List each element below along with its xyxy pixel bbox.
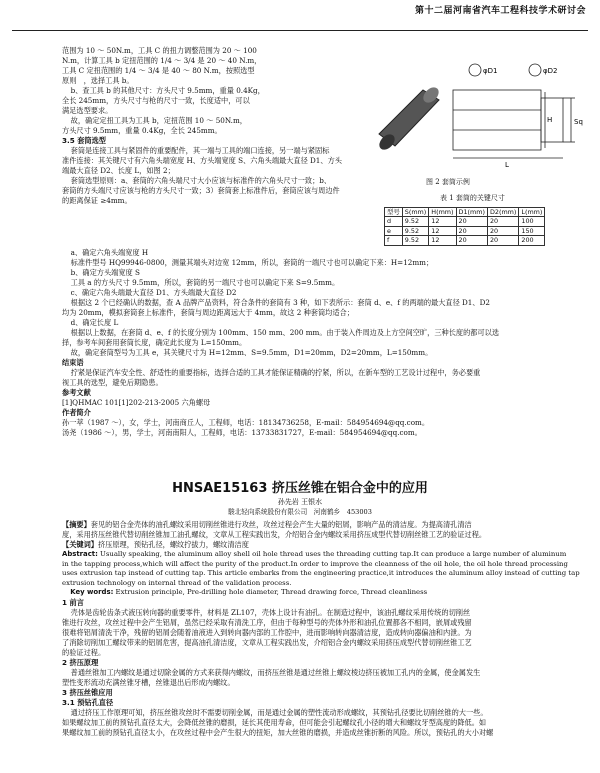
section-heading-3-5: 3.5 套筒选型 — [62, 136, 106, 145]
text-line: 套筒选型原则：a、套筒的六角头端尺寸大小应该与标准件的六角头尺寸一致；b、 — [70, 176, 332, 185]
text-line: in the tapping process,which will affect the purity of the product.In order to improve the cleanness of the oil hole, the oil hole thread processing — [62, 559, 568, 568]
keywords-en-line — [62, 588, 590, 597]
abstract-cn-label: 【摘要】 — [62, 520, 91, 529]
figure-caption: 图 2 套筒示例 — [426, 178, 470, 186]
table-cell: 20 — [487, 236, 518, 245]
keywords-cn-line — [62, 540, 590, 550]
text-line: b、查工具 b 的其他尺寸：方头尺寸 9.5mm，重量 0.4Kg， — [70, 86, 265, 95]
table-cell: 20 — [487, 226, 518, 235]
text-line: 全长 245mm，方头尺寸与枪的尺寸一致，长度适中，可以 — [62, 96, 250, 105]
dim-label-h: H — [547, 116, 553, 124]
text-line: 壳体是齿轮齿条式液压转向器的重要零件，材料是 ZL107，壳体上设计有油孔。在制造过程中，该油孔螺纹采用传统的切削丝 — [70, 608, 471, 618]
socket-figure — [365, 60, 587, 174]
left-column — [62, 46, 362, 206]
text-line: 通过挤压工作原理可知，挤压丝锥攻丝时不需要切削金属，而是通过金属的塑性流动形成螺纹，其预钻孔径要比切削丝锥的大一些。 — [70, 708, 488, 718]
running-header: 第十二届河南省汽车工程科技学术研讨会 — [414, 6, 586, 16]
table-row — [385, 236, 545, 245]
table-cell: 100 — [519, 217, 545, 226]
table-cell: f — [385, 236, 403, 245]
col-header: L(mm) — [519, 208, 545, 217]
text-line: a、确定六角头端宽度 H — [70, 248, 149, 257]
text-line: 的验证过程。 — [62, 648, 106, 658]
text-line: d、确定长度 L — [70, 318, 119, 327]
dim-label-d1: φD1 — [483, 67, 498, 75]
article-affiliation: 駿北轻向系统股份有限公司 河南鹤乡 453003 — [228, 508, 372, 516]
table-cell: 12 — [429, 217, 456, 226]
table-cell: e — [385, 226, 403, 235]
text-line: 拧紧是保证汽车安全性、舒适性的重要指标，选择合适的工具才能保证精确的拧紧，所以，在新车型的工艺设计过程中，务必要重 — [70, 368, 481, 377]
table-cell: 20 — [456, 226, 487, 235]
text-line: c、确定六角头端最大直径 D1、方头端最大直径 D2 — [70, 288, 237, 297]
author-intro-heading: 作者简介 — [62, 408, 91, 417]
section-heading-1: 1 前言 — [62, 598, 84, 608]
col-header: S(mm) — [402, 208, 429, 217]
text-line: b、确定方头端宽度 S — [70, 268, 140, 277]
full-width-body — [62, 248, 590, 438]
article-body — [62, 520, 590, 738]
keywords-cn-text: 挤压原理，预钻孔径，螺纹拧拔力，螺纹清洁度 — [97, 540, 249, 549]
table-cell: 20 — [456, 217, 487, 226]
article-title: HNSAE15163 挤压丝锥在铝合金中的应用 — [172, 481, 428, 496]
section-heading-2: 2 挤压原理 — [62, 658, 99, 668]
text-line: 满足选型要求。 — [62, 106, 113, 115]
header-rule — [12, 30, 588, 31]
text-line: 的距离保证 ≥4mm。 — [62, 196, 132, 205]
text-line: 方头尺寸 9.5mm，重量 0.4Kg，全长 245mm。 — [62, 126, 222, 135]
text-line: 准件连接：其关键尺寸有六角头端宽度 H、方头端宽度 S、六角头端最大直径 D1、方头 — [62, 156, 342, 165]
abstract-en-label: Abstract: — [62, 550, 98, 558]
socket-side-view — [453, 90, 575, 158]
dim-label-l: L — [505, 161, 509, 169]
col-header: D2(mm) — [487, 208, 518, 217]
text-line: 了消除切削加工螺纹带来的铝屑危害，提高油孔清洁度，文章从工程实践出发，介绍铝合金内螺纹采用挤压成型代替切削丝锥工艺 — [62, 638, 472, 648]
text-line: 锥进行攻丝，攻丝过程中会产生铝屑，虽然已经采取有清洗工序，但由于每种型号的壳体外形和油孔位置都各不相同，嵌屑或残留 — [62, 618, 472, 628]
text-line: 原则 ，选择工具 b。 — [62, 76, 134, 85]
text-line: 标准件型号 HQ99946-0800，测量其端头对边宽 12mm，所以，套筒的一端尺寸也可以确定下来：H=12mm； — [70, 258, 434, 267]
col-header: D1(mm) — [456, 208, 487, 217]
abstract-cn-line — [62, 520, 590, 530]
table-cell: 9.52 — [402, 236, 429, 245]
table-cell: 20 — [456, 236, 487, 245]
article-authors: 孙先岩 王银水 — [277, 498, 323, 506]
text-line: 端最大直径 D2、长度 L，如图 2； — [62, 166, 175, 175]
table-cell: 12 — [429, 236, 456, 245]
text-line: 很难将铝屑清洗干净，残留的铝屑会随着油液进入到转向器内部的工作腔中，进而影响转向器清洁度，造成转向器偏油和内泄。为 — [62, 628, 472, 638]
text-line: 塑性变形流动充满丝锥牙槽，丝锥退出后形成内螺纹。 — [62, 678, 235, 688]
abstract-cn-text: 套见的铝合金壳体的油孔螺纹采用切削丝锥进行攻丝，攻丝过程会产生大量的铝屑，影响产品的清洁度。为提高清孔清洁 — [90, 520, 472, 529]
table-row — [385, 217, 545, 226]
table-cell: 12 — [429, 226, 456, 235]
section-heading-3: 3 挤压丝锥应用 — [62, 688, 113, 698]
text-line: 均为 20mm，模拟套筒套上标准件，套筒与周边距离远大于 4mm，故这 2 种套筒均适合； — [62, 308, 354, 317]
table-cell: 9.52 — [402, 226, 429, 235]
table-row — [385, 226, 545, 235]
dim-label-sq: Sq — [574, 118, 583, 126]
reference-item: [1]QHMAC 101[1]202-213-2005 六角螺母 — [62, 398, 211, 407]
dimension-circles — [469, 64, 541, 76]
author-line: 孙一萃（1987 ～），女，学士，河南商丘人，工程师，电话：18134736258，E-mail：584954694@qq.com。 — [62, 418, 430, 427]
text-line: 根据以上数据，在套筒 d、e、f 的长度分别为 100mm、150 mm、200 mm。由于装入件周边及上方空间空旷，三种长度的都可以选 — [70, 328, 500, 337]
text-line: 度，采用挤压丝锥代替切削丝锥加工油孔螺纹，文章从工程实践出发，介绍铝合金内螺纹采用挤压成型代替切削丝锥工艺的验证过程。 — [62, 530, 487, 539]
col-header: 型号 — [385, 208, 403, 217]
table-cell: 9.52 — [402, 217, 429, 226]
text-line: 视工具的选型，避免后期隐患。 — [62, 378, 163, 387]
table-caption: 表 1 套筒的关键尺寸 — [440, 194, 505, 202]
references-heading: 参考文献 — [62, 388, 91, 397]
text-line: 果螺纹加工前的预钻孔直径太小，在攻丝过程中会产生很大的扭矩，加大丝锥的磨损，并造成丝锥折断的风险。所以，预钻孔的大小对螺 — [62, 728, 494, 738]
socket-dimensions-table — [384, 207, 545, 246]
keywords-cn-label: 【关键词】 — [62, 540, 98, 549]
text-line: uses extrusion tap instead of cutting tap. This article embarks from the engineering practice,it introduces the aluminum alloy instead of cutting tap — [62, 569, 580, 578]
table-header-row — [385, 208, 545, 217]
text-line: 故，确定定扭工具为工具 b，定扭范围 10 ～ 50N.m， — [70, 116, 247, 125]
section-heading-3-1: 3.1 预钻孔直径 — [62, 698, 114, 708]
table-cell: 200 — [519, 236, 545, 245]
table-cell: 150 — [519, 226, 545, 235]
text-line: 故，确定套筒型号为工具 e，其关键尺寸为 H=12mm、S=9.5mm，D1=20mm，D2=20mm，L=150mm。 — [70, 348, 433, 357]
abstract-en-text: Usually speaking, the aluminum alloy shell oil hole thread uses the threading cutting tap.It can produce a large number of aluminum — [100, 550, 567, 558]
table-cell: d — [385, 217, 403, 226]
conclusion-heading: 结束语 — [62, 358, 84, 367]
keywords-en-text: Extrusion principle, Pre-drilling hole diameter, Thread drawing force, Thread cleanliness — [115, 588, 428, 597]
text-line: 套筒是连接工具与紧固件的重要配件，其一端与工具的端口连接，另一端与紧固标 — [70, 146, 330, 155]
text-line: N.m，计算工具 b 定扭范围的 1/4 ～ 3/4 是 20 ～ 40 N.m， — [62, 56, 262, 65]
socket-perspective-drawing — [376, 84, 441, 152]
text-line: 择，参考车间套用套筒长度，确定此长度为 L=150mm。 — [62, 338, 247, 347]
author-line: 汤尧（1986 ～），男，学士，河南南阳人，工程师，电话：13733831727，E-mail：584954694@qq.com。 — [62, 428, 422, 437]
dim-label-d2: φD2 — [543, 67, 558, 75]
table-cell: 20 — [487, 217, 518, 226]
col-header: H(mm) — [429, 208, 456, 217]
text-line: extrusion technology on internal thread of the validation process. — [62, 578, 292, 587]
abstract-en-line — [62, 550, 590, 559]
text-line: 工具 a 的方头尺寸 9.5mm，所以，套筒的另一端尺寸也可以确定下来 S=9.5mm。 — [70, 278, 340, 287]
text-line: 套筒的方头端尺寸应该与枪的方头尺寸一致；3）套筒套上标准件后，套筒应该与周边件 — [62, 186, 340, 195]
text-line: 如果螺纹加工前的预钻孔直径太大，会降低丝锥的磨损，延长其使用寿命，但可能会引起螺纹孔小径的增大和螺纹牙型高度的降低。如 — [62, 718, 487, 728]
text-line: 普通丝锥加工内螺纹是通过切除金属的方式来获得内螺纹，而挤压丝锥是通过丝锥上螺纹棱边挤压被加工孔内的金属，使金属发生 — [70, 668, 481, 678]
text-line: 工具 C 定扭范围的 1/4 ～ 3/4 是 40 ～ 80 N.m，按照选型 — [62, 66, 255, 75]
text-line: 范围为 10 ～ 50N.m，工具 C 的扭力调整范围为 20 ～ 100 — [62, 46, 257, 55]
text-line: 根据这 2 个已经确认的数据，查 A 品牌产品资料，符合条件的套筒有 3 种，如下表所示：套筒 d、e、f 的两端的最大直径 D1、D2 — [70, 298, 490, 307]
keywords-en-label: Key words: — [70, 588, 114, 597]
